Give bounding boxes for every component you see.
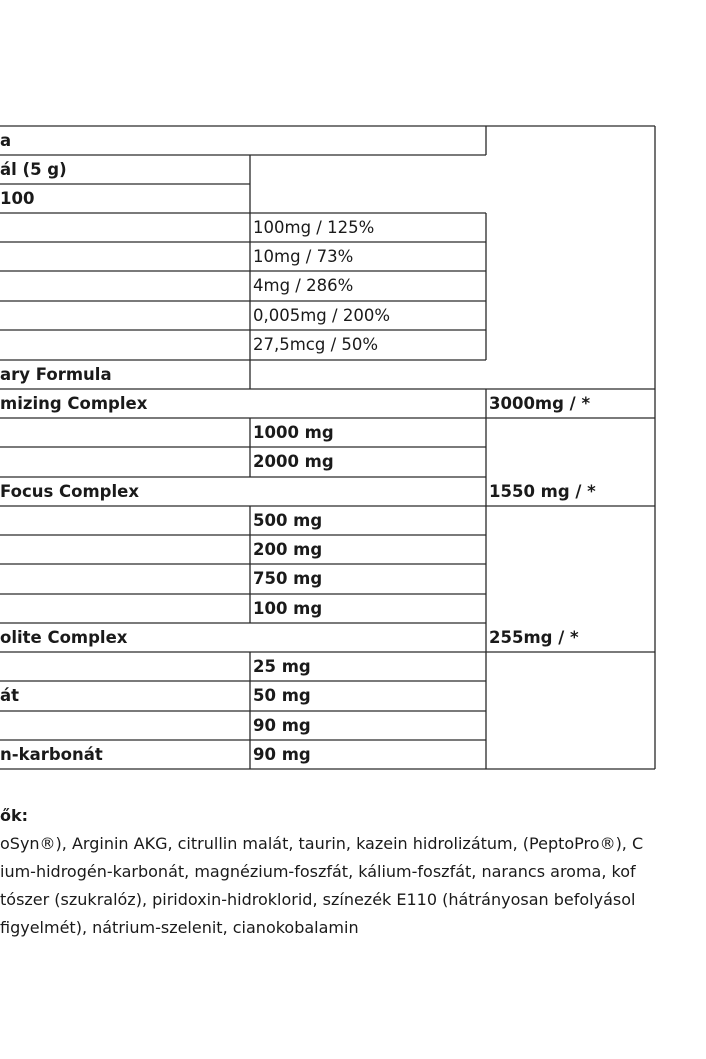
table-cell: 2000 mg xyxy=(253,452,334,471)
table-cell: a xyxy=(0,131,12,150)
ingredients-line-4: figyelmét), nátrium-szelenit, cianokobalamin xyxy=(0,918,359,937)
table-cell: ál (5 g) xyxy=(0,160,67,179)
table-cell: 90 mg xyxy=(253,745,311,764)
table-cell: 100 mg xyxy=(253,599,323,618)
table-cell: 100 xyxy=(0,189,35,208)
table-cell: 0,005mg / 200% xyxy=(253,306,391,325)
table-cell: Focus Complex xyxy=(0,482,139,501)
table-cell: olite Complex xyxy=(0,628,128,647)
ingredients-title: ők: xyxy=(0,806,29,825)
table-cell: 4mg / 286% xyxy=(253,276,354,295)
table-cell: 1550 mg / * xyxy=(489,482,596,501)
table-cell: mizing Complex xyxy=(0,394,148,413)
table-cell: 200 mg xyxy=(253,540,323,559)
ingredients-line-2: ium-hidrogén-karbonát, magnézium-foszfát, kálium-foszfát, narancs aroma, kof xyxy=(0,862,636,881)
table-cell: 27,5mcg / 50% xyxy=(253,335,379,354)
table-cell: 50 mg xyxy=(253,686,311,705)
table-cell: 1000 mg xyxy=(253,423,334,442)
table-cell: 500 mg xyxy=(253,511,323,530)
table-cell: 90 mg xyxy=(253,716,311,735)
ingredients-section xyxy=(0,800,706,942)
table-cell: 25 mg xyxy=(253,657,311,676)
table-cell: ary Formula xyxy=(0,365,112,384)
ingredients-line-3: tószer (szukralóz), piridoxin-hidroklorid, színezék E110 (hátrányosan befolyásol xyxy=(0,890,636,909)
ingredients-line-1: oSyn®), Arginin AKG, citrullin malát, taurin, kazein hidrolizátum, (PeptoPro®), C xyxy=(0,834,644,853)
table-cell: 750 mg xyxy=(253,569,323,588)
table-cell: 10mg / 73% xyxy=(253,247,354,266)
table-cell: n-karbonát xyxy=(0,745,103,764)
table-cell: át xyxy=(0,686,20,705)
table-cell: 255mg / * xyxy=(489,628,579,647)
table-cell: 100mg / 125% xyxy=(253,218,375,237)
table-cell: 3000mg / * xyxy=(489,394,591,413)
